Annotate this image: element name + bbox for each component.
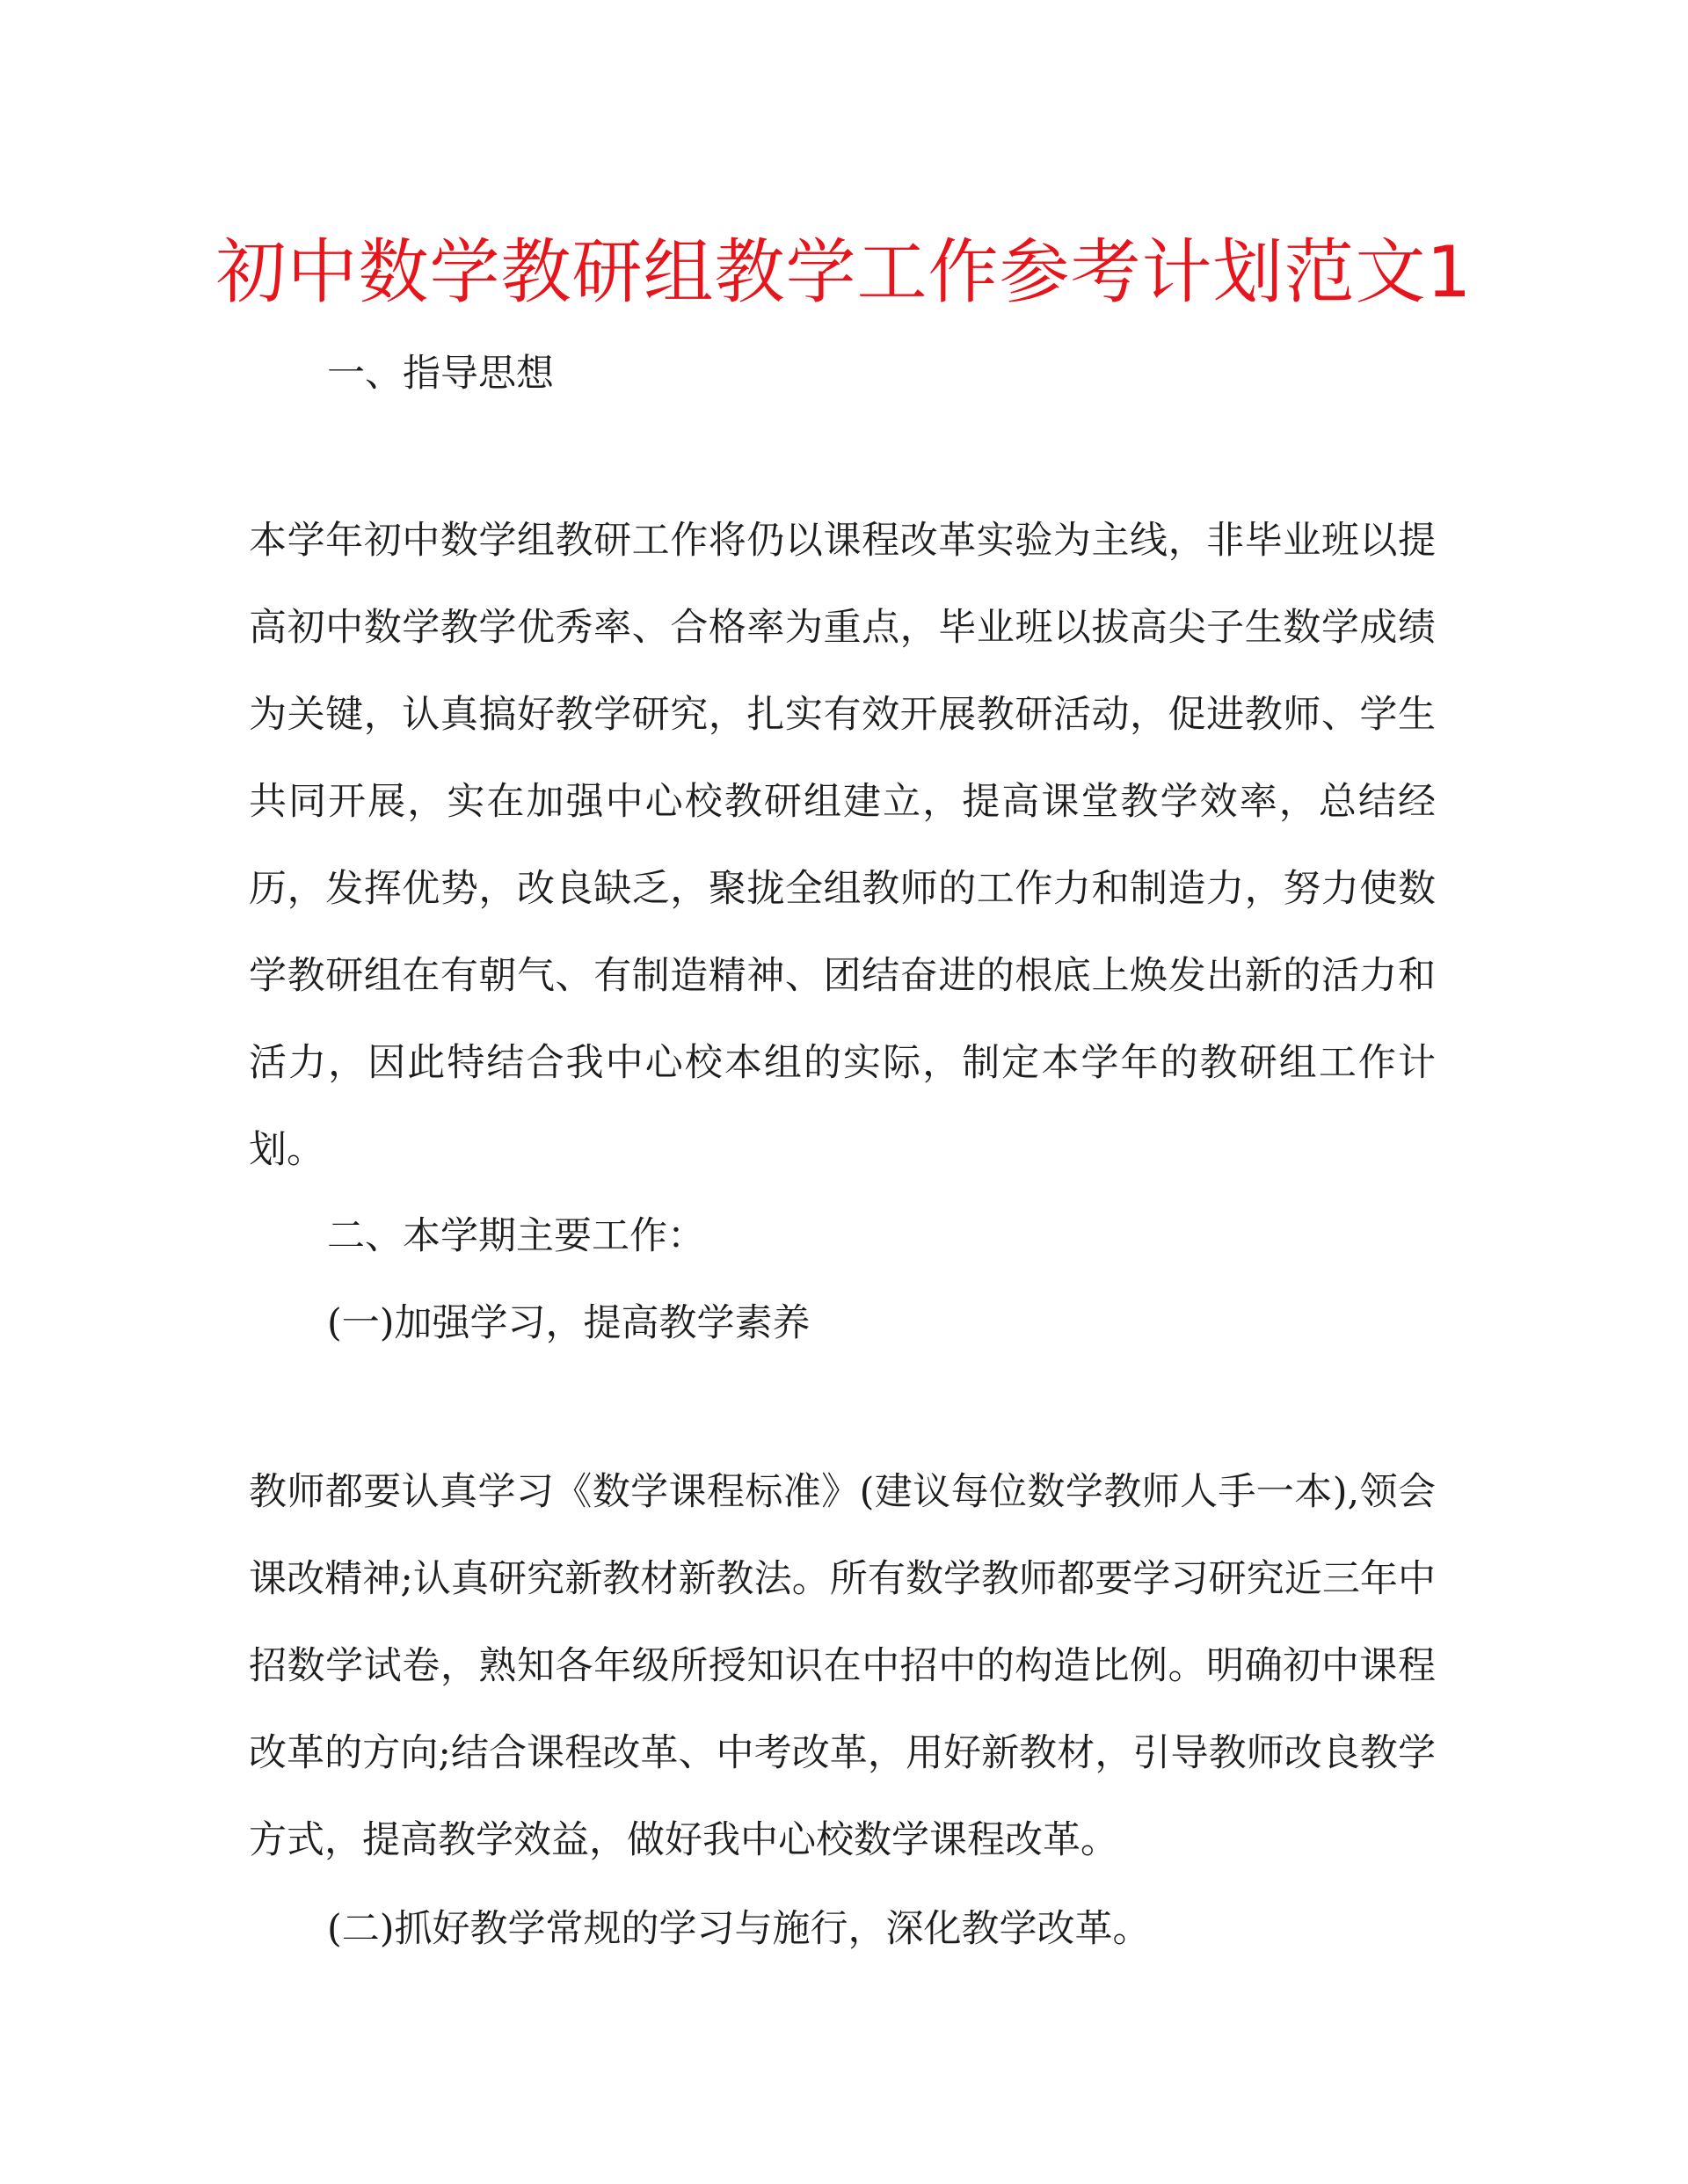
subheading-study: (一)加强学习，提高教学素养 (327, 1301, 811, 1345)
subheading-teaching-routine: (二)抓好教学常规的学习与施行，深化教学改革。 (327, 1907, 1151, 1951)
body-paragraph-guiding-ideology: 本学年初中数学组教研工作将仍以课程改革实验为主线，非毕业班以提高初中数学教学优秀率、合格率为重点，毕业班以拔高尖子生数学成绩为关键，认真搞好教学研究，扎实有效开展教研活动，促进教师、学生共同开展，实在加强中心校教研组建立，提高课堂教学效率，总结经历，发挥优势，改良缺乏，聚拢全组教师的工作力和制造力，努力使数学教研组在有朝气、有制造精神、团结奋进的根底上焕发出新的活力和活力，因此特结合我中心校本组的实际，制定本学年的教研组工作计划。 (249, 519, 1436, 1172)
body-paragraph-study: 教师都要认真学习《数学课程标准》(建议每位数学教师人手一本),领会课改精神;认真研究新教材新教法。所有数学教师都要学习研究近三年中招数学试卷，熟知各年级所授知识在中招中的构造比例。明确初中课程改革的方向;结合课程改革、中考改革，用好新教材，引导教师改良教学方式，提高教学效益，做好我中心校数学课程改革。 (249, 1470, 1436, 1862)
section-heading-guiding-ideology: 一、指导思想 (327, 352, 554, 396)
section-heading-main-work: 二、本学期主要工作： (327, 1214, 705, 1258)
document-title: 初中数学教研组教学工作参考计划范文1 (215, 231, 1473, 313)
